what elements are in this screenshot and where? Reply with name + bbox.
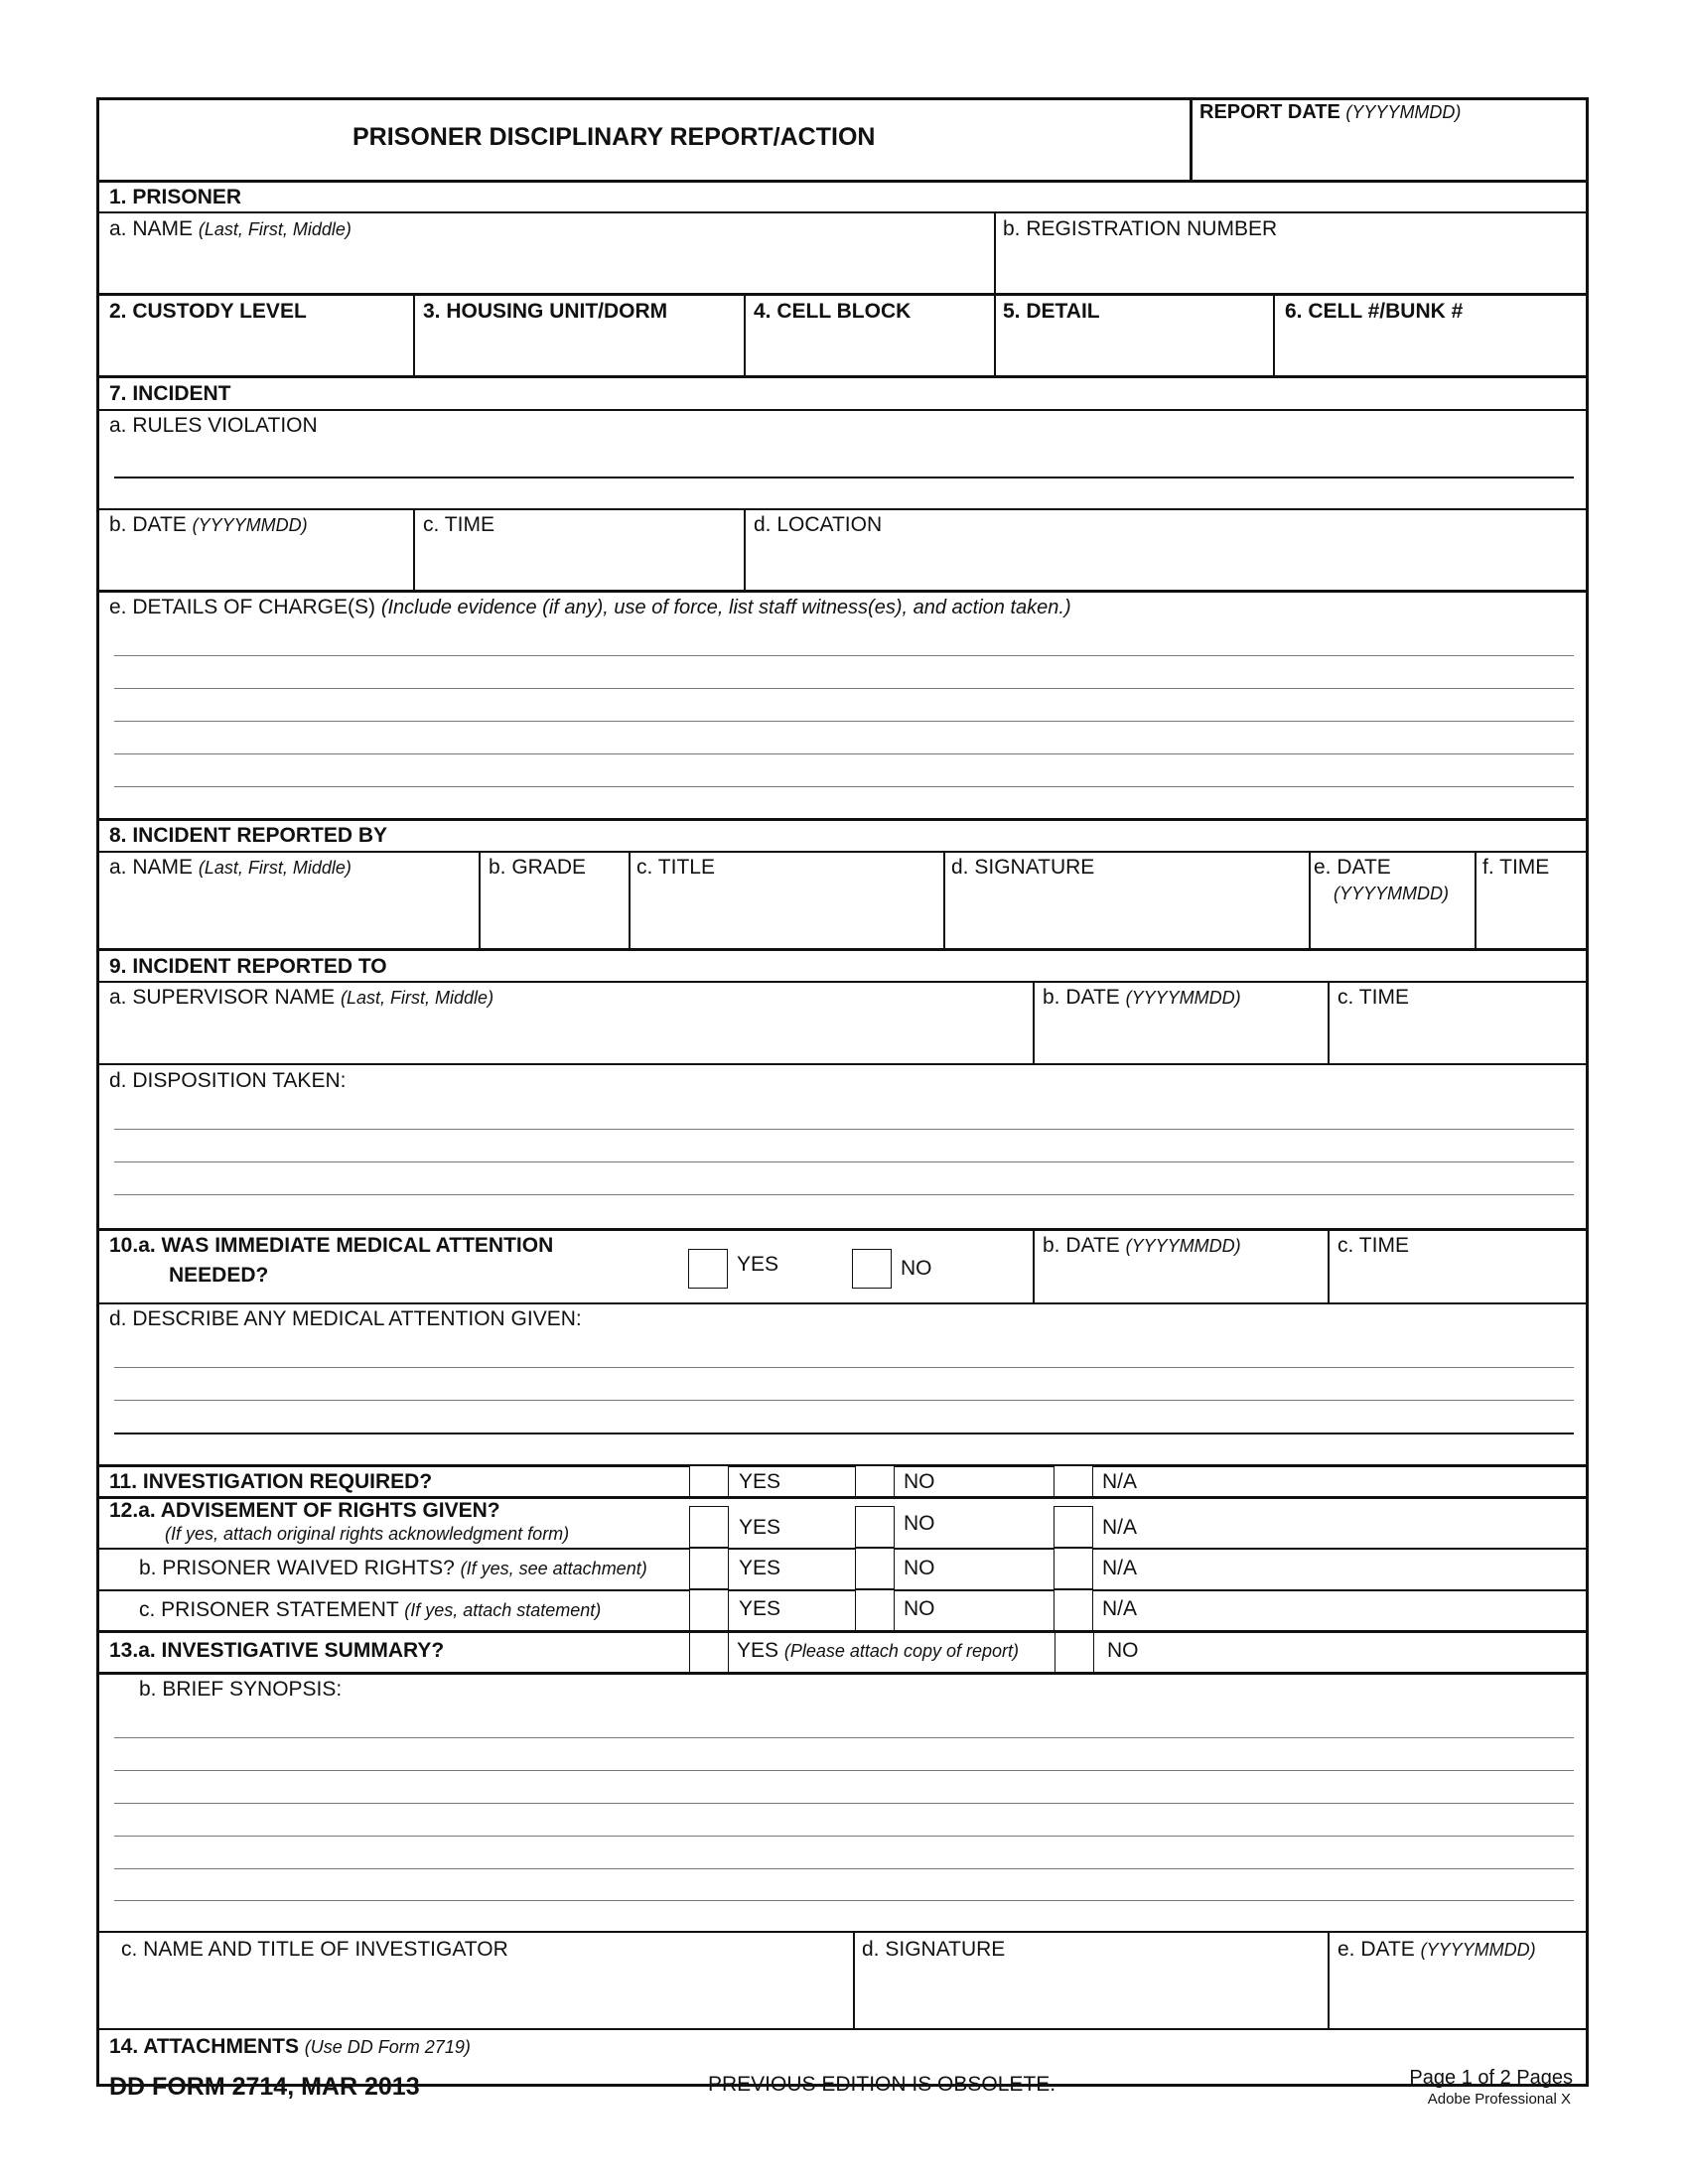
advisement-rights-hint: (If yes, attach original rights acknowledgment form)	[165, 1524, 570, 1544]
medical-date-field[interactable]	[1038, 1263, 1324, 1300]
prisoner-name-field[interactable]	[104, 243, 988, 289]
investigator-date-field[interactable]	[1333, 1968, 1584, 2025]
incident-time-field[interactable]	[418, 541, 740, 585]
brief-synopsis-label: b. BRIEF SYNOPSIS:	[139, 1678, 343, 1701]
medical-no-checkbox[interactable]	[852, 1249, 892, 1289]
supervisor-time-field[interactable]	[1333, 1015, 1584, 1058]
supervisor-date-field[interactable]	[1038, 1015, 1324, 1058]
reporter-date-field[interactable]	[1314, 911, 1471, 945]
investigator-date-label: e. DATE (YYYYMMDD)	[1337, 1938, 1536, 1961]
waived-no-checkbox[interactable]	[855, 1549, 895, 1589]
reporter-date-hint: (YYYYMMDD)	[1334, 884, 1449, 903]
incident-date-label: b. DATE (YYYYMMDD)	[109, 513, 308, 536]
report-date-label: REPORT DATE (YYYYMMDD)	[1199, 101, 1462, 123]
waived-rights-question: b. PRISONER WAIVED RIGHTS? (If yes, see attachment)	[139, 1557, 647, 1579]
statement-na-label: N/A	[1102, 1597, 1138, 1620]
housing-unit-label: 3. HOUSING UNIT/DORM	[423, 300, 668, 323]
incident-location-field[interactable]	[749, 541, 1583, 585]
cell-block-field[interactable]	[749, 328, 990, 371]
investigation-na-checkbox[interactable]	[1054, 1466, 1093, 1496]
supervisor-date-label: b. DATE (YYYYMMDD)	[1043, 986, 1241, 1009]
reporter-signature-label: d. SIGNATURE	[951, 856, 1095, 879]
prisoner-name-label: a. NAME (Last, First, Middle)	[109, 217, 352, 240]
medical-yes-label: YES	[737, 1253, 779, 1276]
describe-medical-field[interactable]	[114, 1335, 1574, 1462]
investigator-name-field[interactable]	[103, 1968, 848, 2025]
investigator-signature-field[interactable]	[858, 1968, 1325, 2025]
investigation-required-question: 11. INVESTIGATION REQUIRED?	[109, 1470, 433, 1493]
cell-block-label: 4. CELL BLOCK	[754, 300, 912, 323]
section-8-heading: 8. INCIDENT REPORTED BY	[109, 824, 388, 847]
supervisor-time-label: c. TIME	[1337, 986, 1409, 1009]
reporter-name-label: a. NAME (Last, First, Middle)	[109, 856, 352, 879]
investigation-na-label: N/A	[1102, 1470, 1138, 1493]
waived-yes-label: YES	[739, 1557, 781, 1579]
medical-time-field[interactable]	[1333, 1263, 1584, 1300]
medical-date-label: b. DATE (YYYYMMDD)	[1043, 1234, 1241, 1257]
advisement-rights-question: 12.a. ADVISEMENT OF RIGHTS GIVEN?	[109, 1499, 500, 1522]
waived-na-label: N/A	[1102, 1557, 1138, 1579]
waived-no-label: NO	[904, 1557, 935, 1579]
investigator-signature-label: d. SIGNATURE	[862, 1938, 1006, 1961]
medical-attention-question-line2: NEEDED?	[169, 1264, 269, 1287]
advisement-no-checkbox[interactable]	[855, 1506, 895, 1548]
form-title: PRISONER DISCIPLINARY REPORT/ACTION	[352, 123, 876, 151]
reporter-date-label: e. DATE	[1314, 856, 1391, 879]
supervisor-name-label: a. SUPERVISOR NAME (Last, First, Middle)	[109, 986, 494, 1009]
medical-time-label: c. TIME	[1337, 1234, 1409, 1257]
medical-no-label: NO	[901, 1257, 932, 1280]
registration-number-label: b. REGISTRATION NUMBER	[1003, 217, 1278, 240]
statement-no-checkbox[interactable]	[855, 1590, 895, 1630]
disposition-label: d. DISPOSITION TAKEN:	[109, 1069, 347, 1092]
reporter-title-label: c. TITLE	[636, 856, 715, 879]
advisement-na-label: N/A	[1102, 1516, 1138, 1539]
supervisor-name-field[interactable]	[103, 1015, 1029, 1058]
investigation-yes-checkbox[interactable]	[689, 1466, 729, 1496]
detail-field[interactable]	[999, 328, 1269, 371]
reporter-time-field[interactable]	[1479, 886, 1584, 945]
registration-number-field[interactable]	[1000, 243, 1584, 289]
page-number: Page 1 of 2 Pages	[1409, 2067, 1573, 2089]
custody-level-label: 2. CUSTODY LEVEL	[109, 300, 307, 323]
summary-yes-label: YES (Please attach copy of report)	[737, 1639, 1019, 1662]
describe-medical-label: d. DESCRIBE ANY MEDICAL ATTENTION GIVEN:	[109, 1307, 582, 1330]
investigation-no-checkbox[interactable]	[855, 1466, 895, 1496]
incident-location-label: d. LOCATION	[754, 513, 883, 536]
investigative-summary-question: 13.a. INVESTIGATIVE SUMMARY?	[109, 1639, 445, 1662]
detail-label: 5. DETAIL	[1003, 300, 1100, 323]
software-note: Adobe Professional X	[1427, 2091, 1571, 2108]
section-1-heading: 1. PRISONER	[109, 186, 242, 208]
summary-no-label: NO	[1107, 1639, 1139, 1662]
section-9-heading: 9. INCIDENT REPORTED TO	[109, 955, 387, 978]
cell-bunk-field[interactable]	[1279, 328, 1584, 371]
rules-violation-label: a. RULES VIOLATION	[109, 414, 318, 437]
attachments-label: 14. ATTACHMENTS (Use DD Form 2719)	[109, 2035, 471, 2058]
medical-yes-checkbox[interactable]	[688, 1249, 728, 1289]
waived-na-checkbox[interactable]	[1054, 1549, 1093, 1589]
reporter-time-label: f. TIME	[1482, 856, 1550, 879]
housing-unit-field[interactable]	[418, 328, 740, 371]
cell-bunk-label: 6. CELL #/BUNK #	[1285, 300, 1464, 323]
report-date-field[interactable]	[1196, 129, 1584, 177]
incident-date-field[interactable]	[103, 541, 409, 585]
statement-yes-checkbox[interactable]	[689, 1590, 729, 1630]
statement-no-label: NO	[904, 1597, 935, 1620]
reporter-grade-label: b. GRADE	[489, 856, 587, 879]
statement-na-checkbox[interactable]	[1054, 1590, 1093, 1630]
details-of-charges-label: e. DETAILS OF CHARGE(S) (Include evidence (if any), use of force, list staff witness(es), and action taken.)	[109, 596, 1071, 618]
custody-level-field[interactable]	[103, 328, 409, 371]
incident-time-label: c. TIME	[423, 513, 494, 536]
reporter-signature-field[interactable]	[948, 886, 1305, 945]
reporter-grade-field[interactable]	[484, 886, 625, 945]
summary-yes-checkbox[interactable]	[689, 1633, 729, 1673]
form-id: DD FORM 2714, MAR 2013	[109, 2073, 420, 2101]
advisement-yes-checkbox[interactable]	[689, 1506, 729, 1548]
advisement-no-label: NO	[904, 1512, 935, 1535]
summary-no-checkbox[interactable]	[1055, 1633, 1094, 1673]
brief-synopsis-field[interactable]	[114, 1706, 1574, 1924]
advisement-yes-label: YES	[739, 1516, 781, 1539]
statement-yes-label: YES	[739, 1597, 781, 1620]
rules-violation-field[interactable]	[114, 440, 1574, 476]
edition-note: PREVIOUS EDITION IS OBSOLETE.	[708, 2073, 1056, 2096]
reporter-title-field[interactable]	[633, 886, 939, 945]
prisoner-statement-question: c. PRISONER STATEMENT (If yes, attach statement)	[139, 1598, 602, 1621]
medical-attention-question: 10.a. WAS IMMEDIATE MEDICAL ATTENTION	[109, 1234, 554, 1257]
investigation-no-label: NO	[904, 1470, 935, 1493]
section-7-heading: 7. INCIDENT	[109, 382, 231, 405]
waived-yes-checkbox[interactable]	[689, 1549, 729, 1589]
investigator-name-label: c. NAME AND TITLE OF INVESTIGATOR	[121, 1938, 508, 1961]
investigation-yes-label: YES	[739, 1470, 781, 1493]
disposition-field[interactable]	[114, 1097, 1574, 1224]
reporter-name-field[interactable]	[103, 905, 475, 945]
advisement-na-checkbox[interactable]	[1054, 1506, 1093, 1548]
details-of-charges-field[interactable]	[114, 623, 1574, 812]
